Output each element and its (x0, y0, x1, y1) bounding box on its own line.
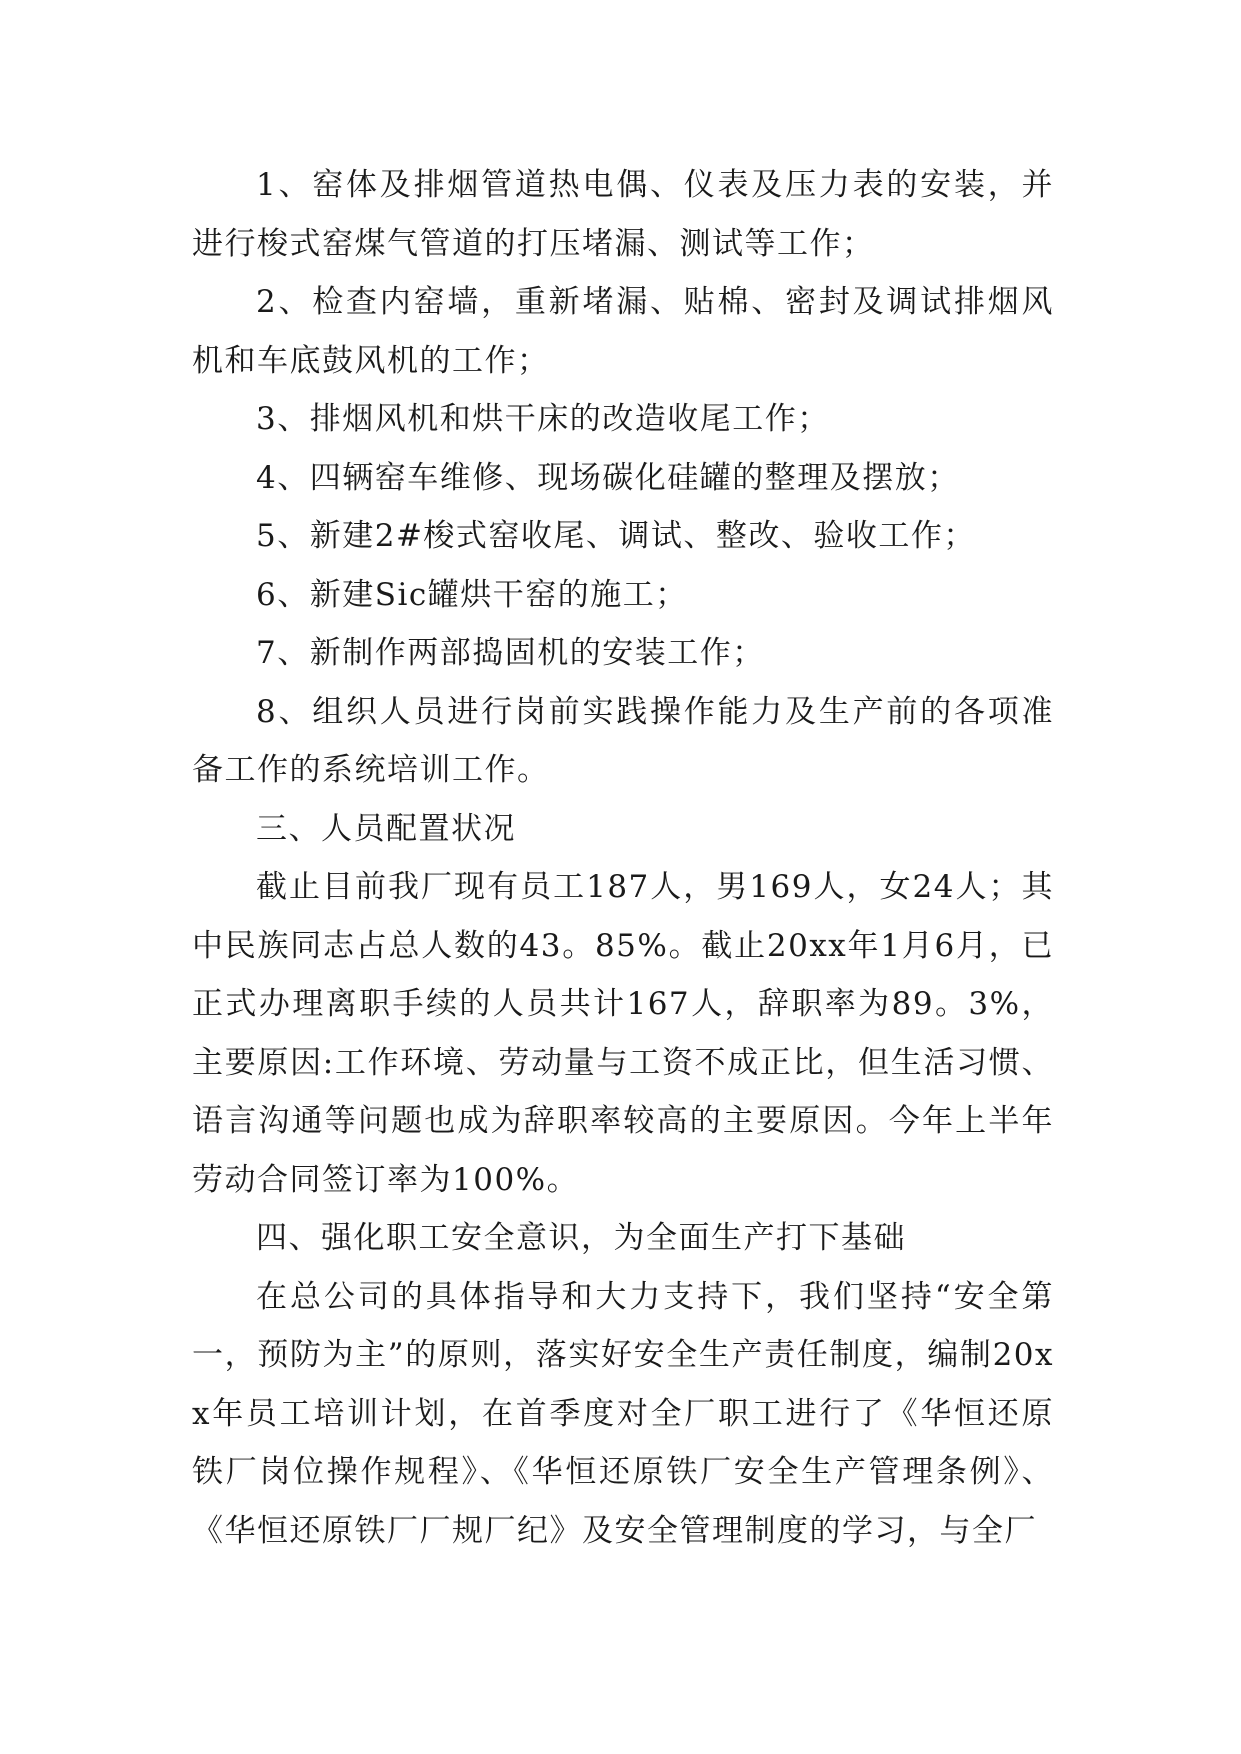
paragraph-item-4: 4、四辆窑车维修、现场碳化硅罐的整理及摆放； (256, 459, 960, 496)
paragraph-item-2: 2、检查内窑墙，重新堵漏、贴棉、密封及调试排烟风机和车底鼓风机的工作； (192, 284, 1054, 379)
paragraph-item-3: 3、排烟风机和烘干床的改造收尾工作； (256, 401, 830, 437)
paragraph-item-7: 7、新制作两部捣固机的安装工作； (256, 635, 765, 671)
paragraph-item-1: 1、窑体及排烟管道热电偶、仪表及压力表的安装，并进行梭式窑煤气管道的打压堵漏、测试等工作； (192, 167, 1054, 262)
paragraph-safety: 在总公司的具体指导和大力支持下，我们坚持“安全第一，预防为主”的原则，落实好安全生产责任制度，编制20xx年员工培训计划，在首季度对全厂职工进行了《华恒还原铁厂岗位操作规程》、《华恒还原铁厂安全生产管理条例》、《华恒还原铁厂厂规厂纪》及安全管理制度的学习，与全厂 (192, 1278, 1054, 1549)
paragraph-item-8: 8、组织人员进行岗前实践操作能力及生产前的各项准备工作的系统培训工作。 (192, 693, 1054, 788)
document-body (192, 156, 1054, 1560)
section-heading-staffing: 三、人员配置状况 (256, 810, 516, 847)
section-heading-safety: 四、强化职工安全意识，为全面生产打下基础 (256, 1220, 906, 1256)
paragraph-item-6: 6、新建Sic罐烘干窑的施工； (256, 576, 688, 613)
paragraph-staffing: 截止目前我厂现有员工187人，男169人，女24人；其中民族同志占总人数的43。85%。截止20xx年1月6月，已正式办理离职手续的人员共计167人，辞职率为89。3%，主要原因:工作环境、劳动量与工资不成正比，但生活习惯、语言沟通等问题也成为辞职率较高的主要原因。今年上半年劳动合同签订率为100%。 (192, 869, 1054, 1198)
paragraph-item-5: 5、新建2#梭式窑收尾、调试、整改、验收工作； (256, 518, 976, 554)
